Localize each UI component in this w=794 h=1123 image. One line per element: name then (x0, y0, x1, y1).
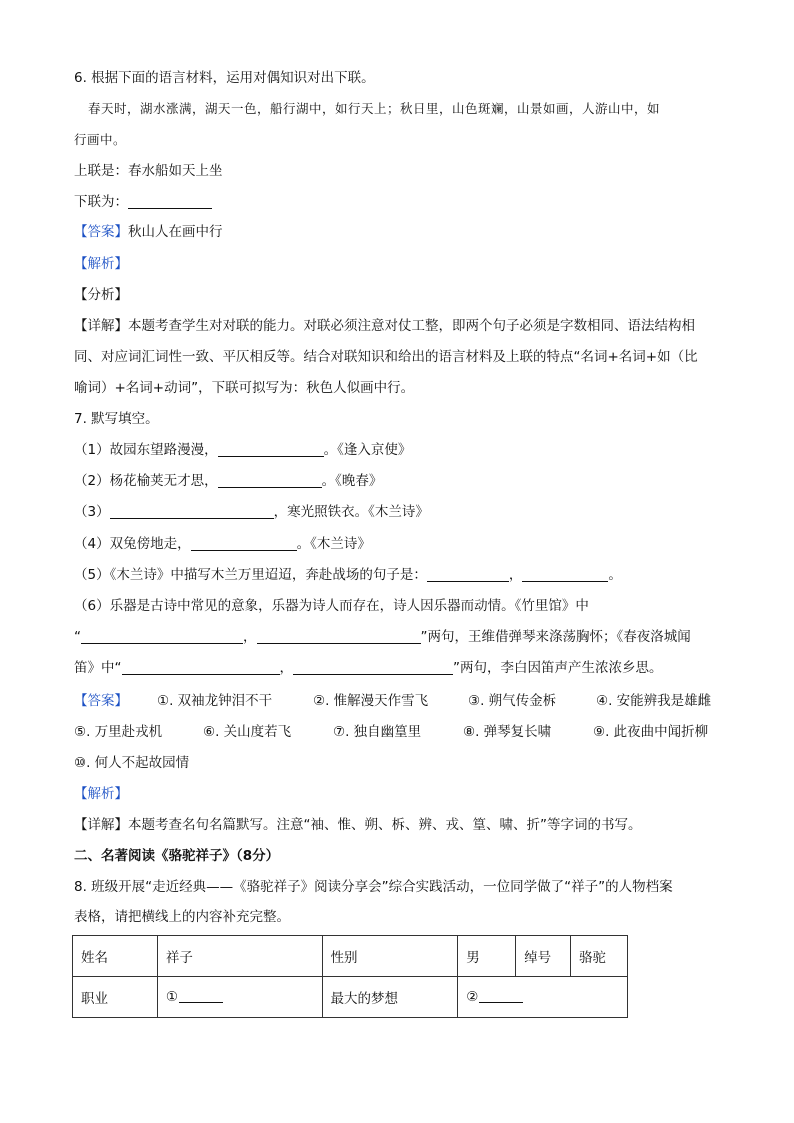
q6-lower-label: 下联为： (74, 194, 128, 210)
q7-item5-blank1[interactable] (427, 567, 509, 582)
q7-item2-source: 。《晚春》 (321, 473, 383, 489)
q7-item5-period: 。 (608, 567, 622, 583)
dream-label-cell: 最大的梦想 (322, 977, 458, 1018)
table-row (73, 977, 628, 1018)
q6-detail-line2: 同、对应词汇词性一致、平仄相反等。结合对联知识和给出的语言材料及上联的特点“名词+名词+如（比 (74, 349, 698, 365)
q7-item6-open-quote: “ (74, 629, 81, 645)
q7-jiexi-tag: 【解析】 (74, 786, 128, 802)
q7-item3 (74, 502, 429, 522)
q6-answer-line (74, 222, 223, 242)
q7-answer-6: ⑥. 关山度若飞 (203, 724, 292, 740)
blank-marker-1: ① (165, 989, 178, 1005)
q7-item6-blank1[interactable] (81, 629, 243, 644)
q7-item4-source: 。《木兰诗》 (296, 536, 371, 552)
q7-item2-text: （2）杨花榆荚无才思， (74, 473, 218, 489)
q7-question: 7. 默写填空。 (74, 411, 159, 427)
q7-item6-text2: ”两句，王维借弹琴来涤荡胸怀；《春夜洛城闻 (420, 629, 691, 645)
occupation-blank[interactable] (179, 989, 223, 1003)
q6-detail-line1 (74, 316, 695, 336)
q6-answer-text: 秋山人在画中行 (128, 224, 223, 240)
q7-answer-1: ①. 双袖龙钟泪不干 (157, 693, 273, 709)
blank-marker-2: ② (466, 989, 479, 1005)
q6-answer-tag: 【答案】 (74, 224, 128, 240)
character-profile-table (72, 935, 628, 1018)
q7-answer-4: ④. 安能辨我是雄雌 (596, 693, 712, 709)
gender-value-cell: 男 (458, 936, 516, 977)
q7-item2-blank[interactable] (218, 473, 322, 488)
q7-item1-blank[interactable] (218, 442, 324, 457)
q6-answer-blank[interactable] (128, 194, 212, 209)
q7-detail (74, 815, 642, 835)
q8-line1: 8. 班级开展“走近经典——《骆驼祥子》阅读分享会”综合实践活动，一位同学做了“祥子”的人物档案 (74, 879, 673, 895)
q7-item6-text3: 笛》中“ (74, 660, 122, 676)
q7-item4-blank[interactable] (191, 536, 297, 551)
q7-detail-text: 本题考查名句名篇默写。注意“袖、惟、朔、柝、辨、戎、篁、啸、折”等字词的书写。 (128, 817, 642, 833)
q7-answer-5: ⑤. 万里赴戎机 (74, 724, 163, 740)
q7-answer-9: ⑨. 此夜曲中闻折柳 (593, 724, 709, 740)
q7-item1-text: （1）故园东望路漫漫， (74, 442, 218, 458)
q7-item3-source: ，寒光照铁衣。《木兰诗》 (273, 504, 429, 520)
q7-answer-7: ⑦. 独自幽篁里 (333, 724, 422, 740)
section2-heading: 二、名著阅读《骆驼祥子》（8分） (74, 848, 280, 864)
q7-item6-line3 (74, 658, 663, 678)
q7-item6-comma2: ， (279, 660, 293, 676)
q6-detail-text1: 本题考查学生对对联的能力。对联必须注意对仗工整，即两个句子必须是字数相同、语法结构相 (128, 318, 695, 334)
nickname-value-cell: 骆驼 (571, 936, 628, 977)
q7-item5-text: （5）《木兰诗》中描写木兰万里迢迢，奔赴战场的句子是： (74, 567, 427, 583)
q7-item5-blank2[interactable] (522, 567, 608, 582)
q7-item2 (74, 471, 382, 491)
q7-item1 (74, 440, 411, 460)
q7-item4-text: （4）双兔傍地走， (74, 536, 191, 552)
q7-item6-text4: ”两句，李白因笛声产生浓浓乡思。 (453, 660, 663, 676)
q7-item6-line1: （6）乐器是古诗中常见的意象，乐器为诗人而存在，诗人因乐器而动情。《竹里馆》中 (74, 598, 589, 614)
occupation-label-cell: 职业 (73, 977, 158, 1018)
q8-line2: 表格，请把横线上的内容补充完整。 (74, 909, 290, 925)
q7-item3-text: （3） (74, 504, 110, 520)
q7-item5-comma: ， (508, 567, 523, 583)
dream-blank[interactable] (479, 989, 523, 1003)
q7-answer-8: ⑧. 弹琴复长啸 (463, 724, 552, 740)
q6-fenxi-tag: 【分析】 (74, 287, 128, 303)
q6-material-line1: 春天时，湖水涨满，湖天一色，船行湖中，如行天上；秋日里，山色斑斓，山景如画，人游山中，如 (88, 101, 661, 116)
q6-lower-couplet (74, 192, 212, 212)
q6-jiexi-tag: 【解析】 (74, 256, 128, 272)
q7-item5 (74, 565, 622, 585)
q6-detail-line3: 喻词）+名词+动词”，下联可拟写为：秋色人似画中行。 (74, 380, 415, 396)
q7-item6-blank3[interactable] (122, 660, 280, 675)
q7-item6-blank4[interactable] (293, 660, 453, 675)
q6-question: 6. 根据下面的语言材料，运用对偶知识对出下联。 (74, 70, 375, 86)
q6-material-line2: 行画中。 (74, 132, 127, 147)
q7-detail-tag: 【详解】 (74, 817, 128, 833)
occupation-value-cell (157, 977, 322, 1018)
q7-answer-tag: 【答案】 (74, 693, 128, 709)
q7-item6-blank2[interactable] (257, 629, 421, 644)
table-row (73, 936, 628, 977)
nickname-label-cell: 绰号 (516, 936, 571, 977)
gender-label-cell: 性别 (322, 936, 458, 977)
q7-item4 (74, 534, 371, 554)
q7-item3-blank[interactable] (110, 504, 274, 519)
q6-upper-couplet: 上联是：春水船如天上坐 (74, 163, 223, 179)
dream-value-cell (458, 977, 628, 1018)
name-label-cell: 姓名 (73, 936, 158, 977)
q7-answer-10: ⑩. 何人不起故园情 (74, 755, 190, 771)
name-value-cell: 祥子 (157, 936, 322, 977)
q6-detail-tag: 【详解】 (74, 318, 128, 334)
q7-item1-source: 。《逢入京使》 (323, 442, 412, 458)
q7-answer-2: ②. 惟解漫天作雪飞 (313, 693, 429, 709)
q7-item6-comma1: ， (243, 629, 257, 645)
q7-answer-3: ③. 朔气传金柝 (468, 693, 557, 709)
q7-item6-line2 (74, 627, 691, 647)
